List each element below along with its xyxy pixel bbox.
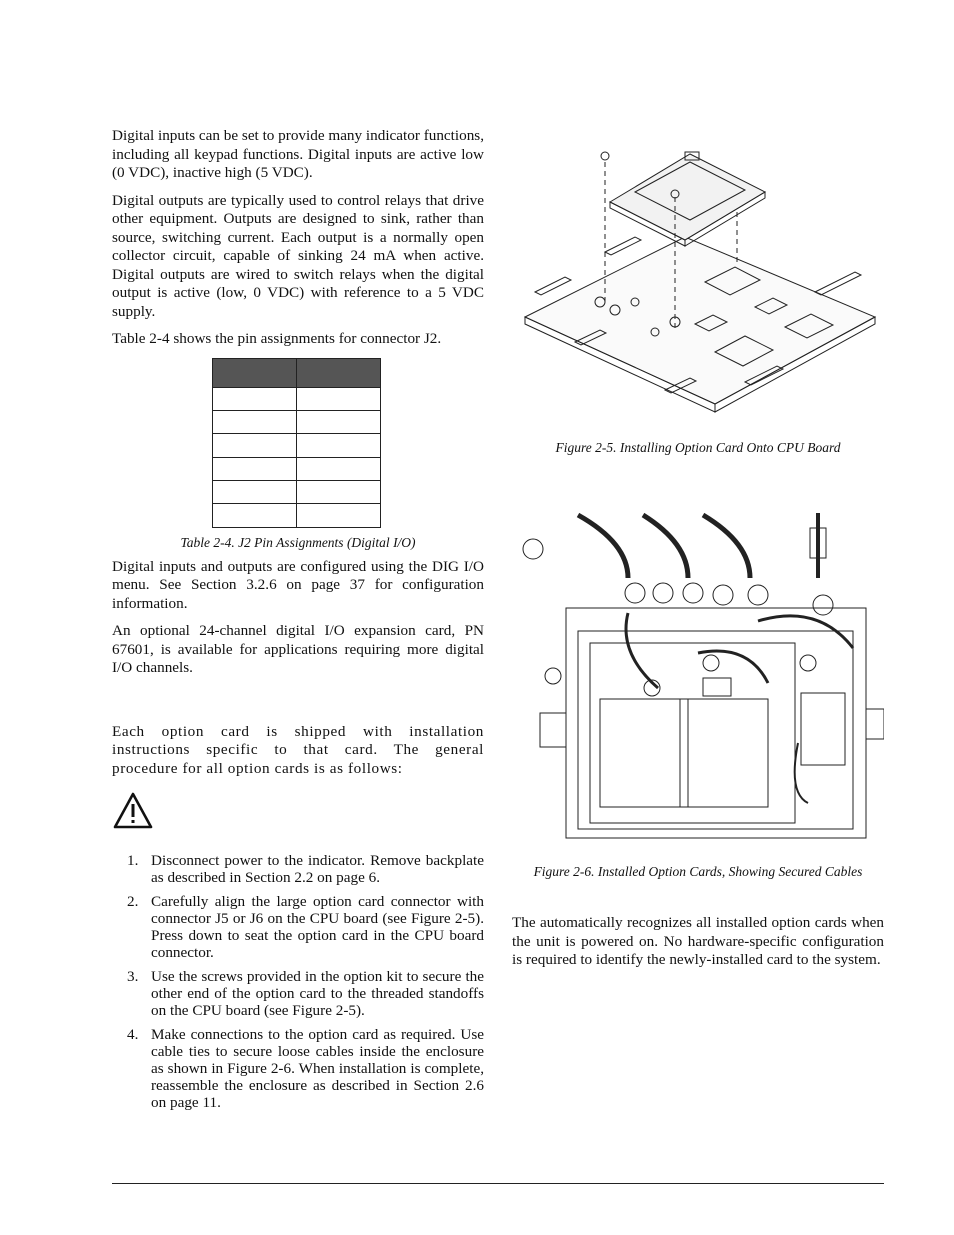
table-row xyxy=(213,434,381,457)
paragraph-table-ref: Table 2-4 shows the pin assignments for connector J2. xyxy=(112,330,442,347)
list-item: 1. Disconnect power to the indicator. Remove backplate as described in Section 2.2 on page 6. xyxy=(127,852,484,887)
procedure-steps xyxy=(112,852,484,1111)
list-item: 3. Use the screws provided in the option kit to secure the other end of the option card to the threaded standoffs on the CPU board (see Figure 2-5). xyxy=(127,968,484,1020)
list-item: 4. Make connections to the option card as required. Use cable ties to secure loose cables inside the enclosure as shown in Figure 2-6. When installation is complete, reassemble the enclosure as described in Section 2.6 on page 11. xyxy=(127,1026,484,1112)
paragraph-dig-io-menu: Digital inputs and outputs are configured using the DIG I/O menu. See Section 3.2.6 on page 37 for configuration information. xyxy=(112,557,484,612)
table-header-row xyxy=(213,358,381,387)
list-item: 2. Carefully align the large option card connector with connector J5 or J6 on the CPU board (see Figure 2-5). Press down to seat the option card in the CPU board connector. xyxy=(127,893,484,962)
table-caption: Table 2-4. J2 Pin Assignments (Digital I/O) xyxy=(180,534,416,550)
paragraph-option-card-intro: Each option card is shipped with installation instructions specific to that card. The general procedure for all option cards is as follows: xyxy=(112,722,484,777)
table-row xyxy=(213,410,381,433)
figure-2-5-cpu-board xyxy=(515,142,885,422)
paragraph-digital-outputs: Digital outputs are typically used to control relays that drive other equipment. Outputs are designed to sink, rather than source, switching current. Each output is a normally open collector circuit, capable of sinking 24 mA when active. Digital outputs are wired to switch relays when the digital output is active (low, 0 VDC) with reference to a 5 VDC supply. xyxy=(112,191,484,320)
warning-triangle-icon xyxy=(112,791,154,831)
figure-2-5-caption: Figure 2-5. Installing Option Card Onto CPU Board xyxy=(555,440,841,455)
table-row xyxy=(213,504,381,527)
paragraph-digital-inputs: Digital inputs can be set to provide many indicator functions, including all keypad functions. Digital inputs are active low (0 VDC), inactive high (5 VDC). xyxy=(112,127,485,181)
table-row xyxy=(213,457,381,480)
figure-2-6-caption: Figure 2-6. Installed Option Cards, Showing Secured Cables xyxy=(533,864,863,879)
figure-2-6-enclosure xyxy=(518,503,884,848)
table-row xyxy=(213,387,381,410)
footer-rule xyxy=(112,1183,884,1184)
j2-pin-table xyxy=(212,358,381,528)
paragraph-expansion-card: An optional 24-channel digital I/O expansion card, PN 67601, is available for applications requiring more digital I/O channels. xyxy=(112,622,484,677)
table-row xyxy=(213,481,381,504)
left-column xyxy=(112,127,484,1118)
paragraph-auto-recognize: The automatically recognizes all installed option cards when the unit is powered on. No hardware-specific configuration is required to identify the newly-installed card to the system. xyxy=(512,914,884,968)
